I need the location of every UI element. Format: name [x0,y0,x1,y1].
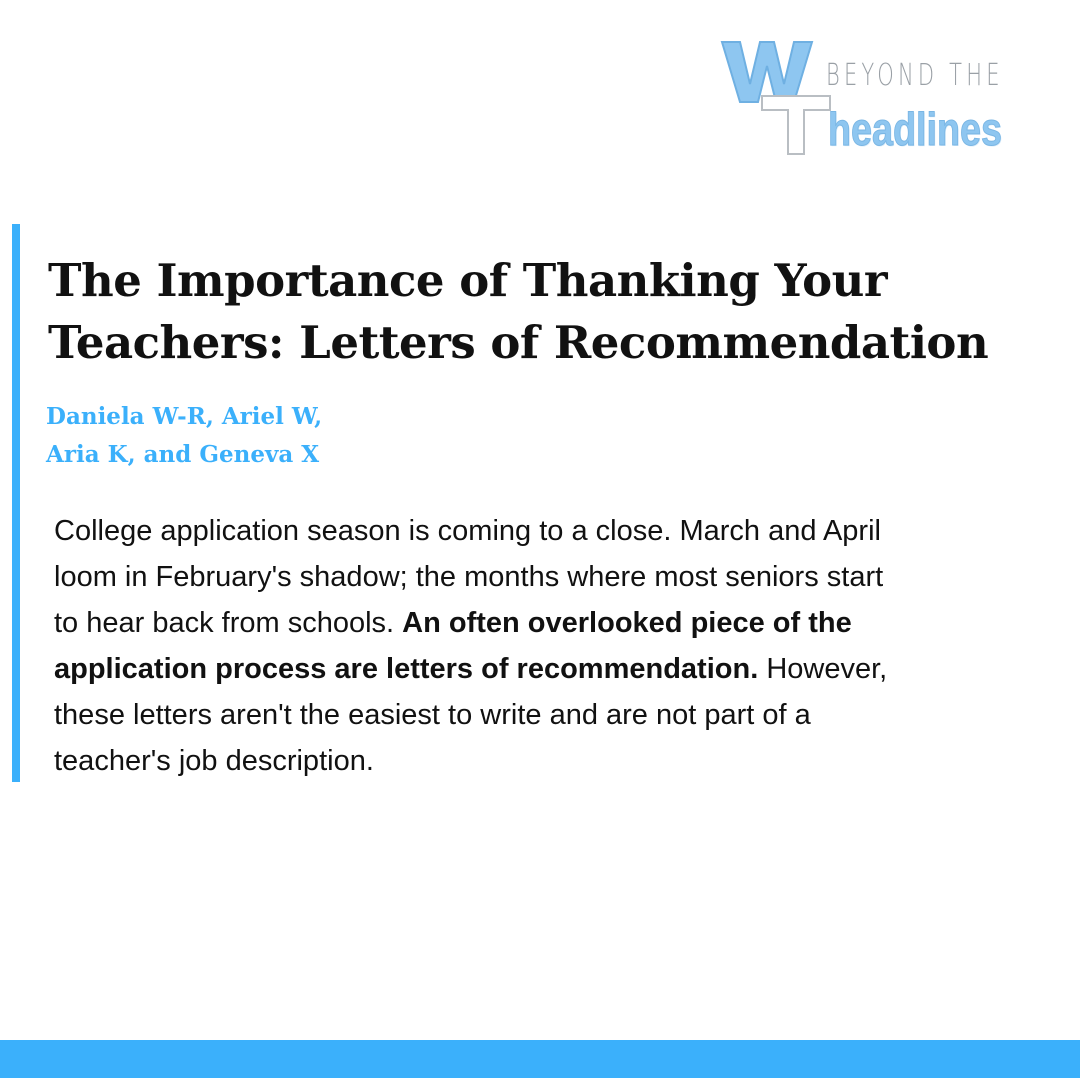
article-title-line-1: The Importance of Thanking Your [48,254,888,307]
logo-tagline-bottom: headlines [828,103,1003,155]
footer-bar [0,1040,1080,1078]
wt-logo-mark [718,36,838,158]
brand-logo [718,36,1038,158]
body-text-intro: College application season is coming to a close. March and April loom in February's shadow; the months where most seniors start to hear back from schools. [54,515,884,639]
authors-line-2: Aria K, and Geneva X [46,441,320,468]
logo-tagline-top: BEYOND THE [826,58,1004,93]
body-text-highlight: An often overlooked piece of the application process are letters of recommendation. [54,607,852,685]
authors-line-1: Daniela W-R, Ariel W, [46,403,323,430]
article-title-line-2: Teachers: Letters of Recommendation [48,316,989,369]
body-text-closing: However, these letters aren't the easiest to write and are not part of a teacher's job description. [54,653,888,777]
article-body [54,508,914,784]
article-authors [46,398,322,474]
article-title [48,250,1008,374]
accent-bar [12,224,20,782]
